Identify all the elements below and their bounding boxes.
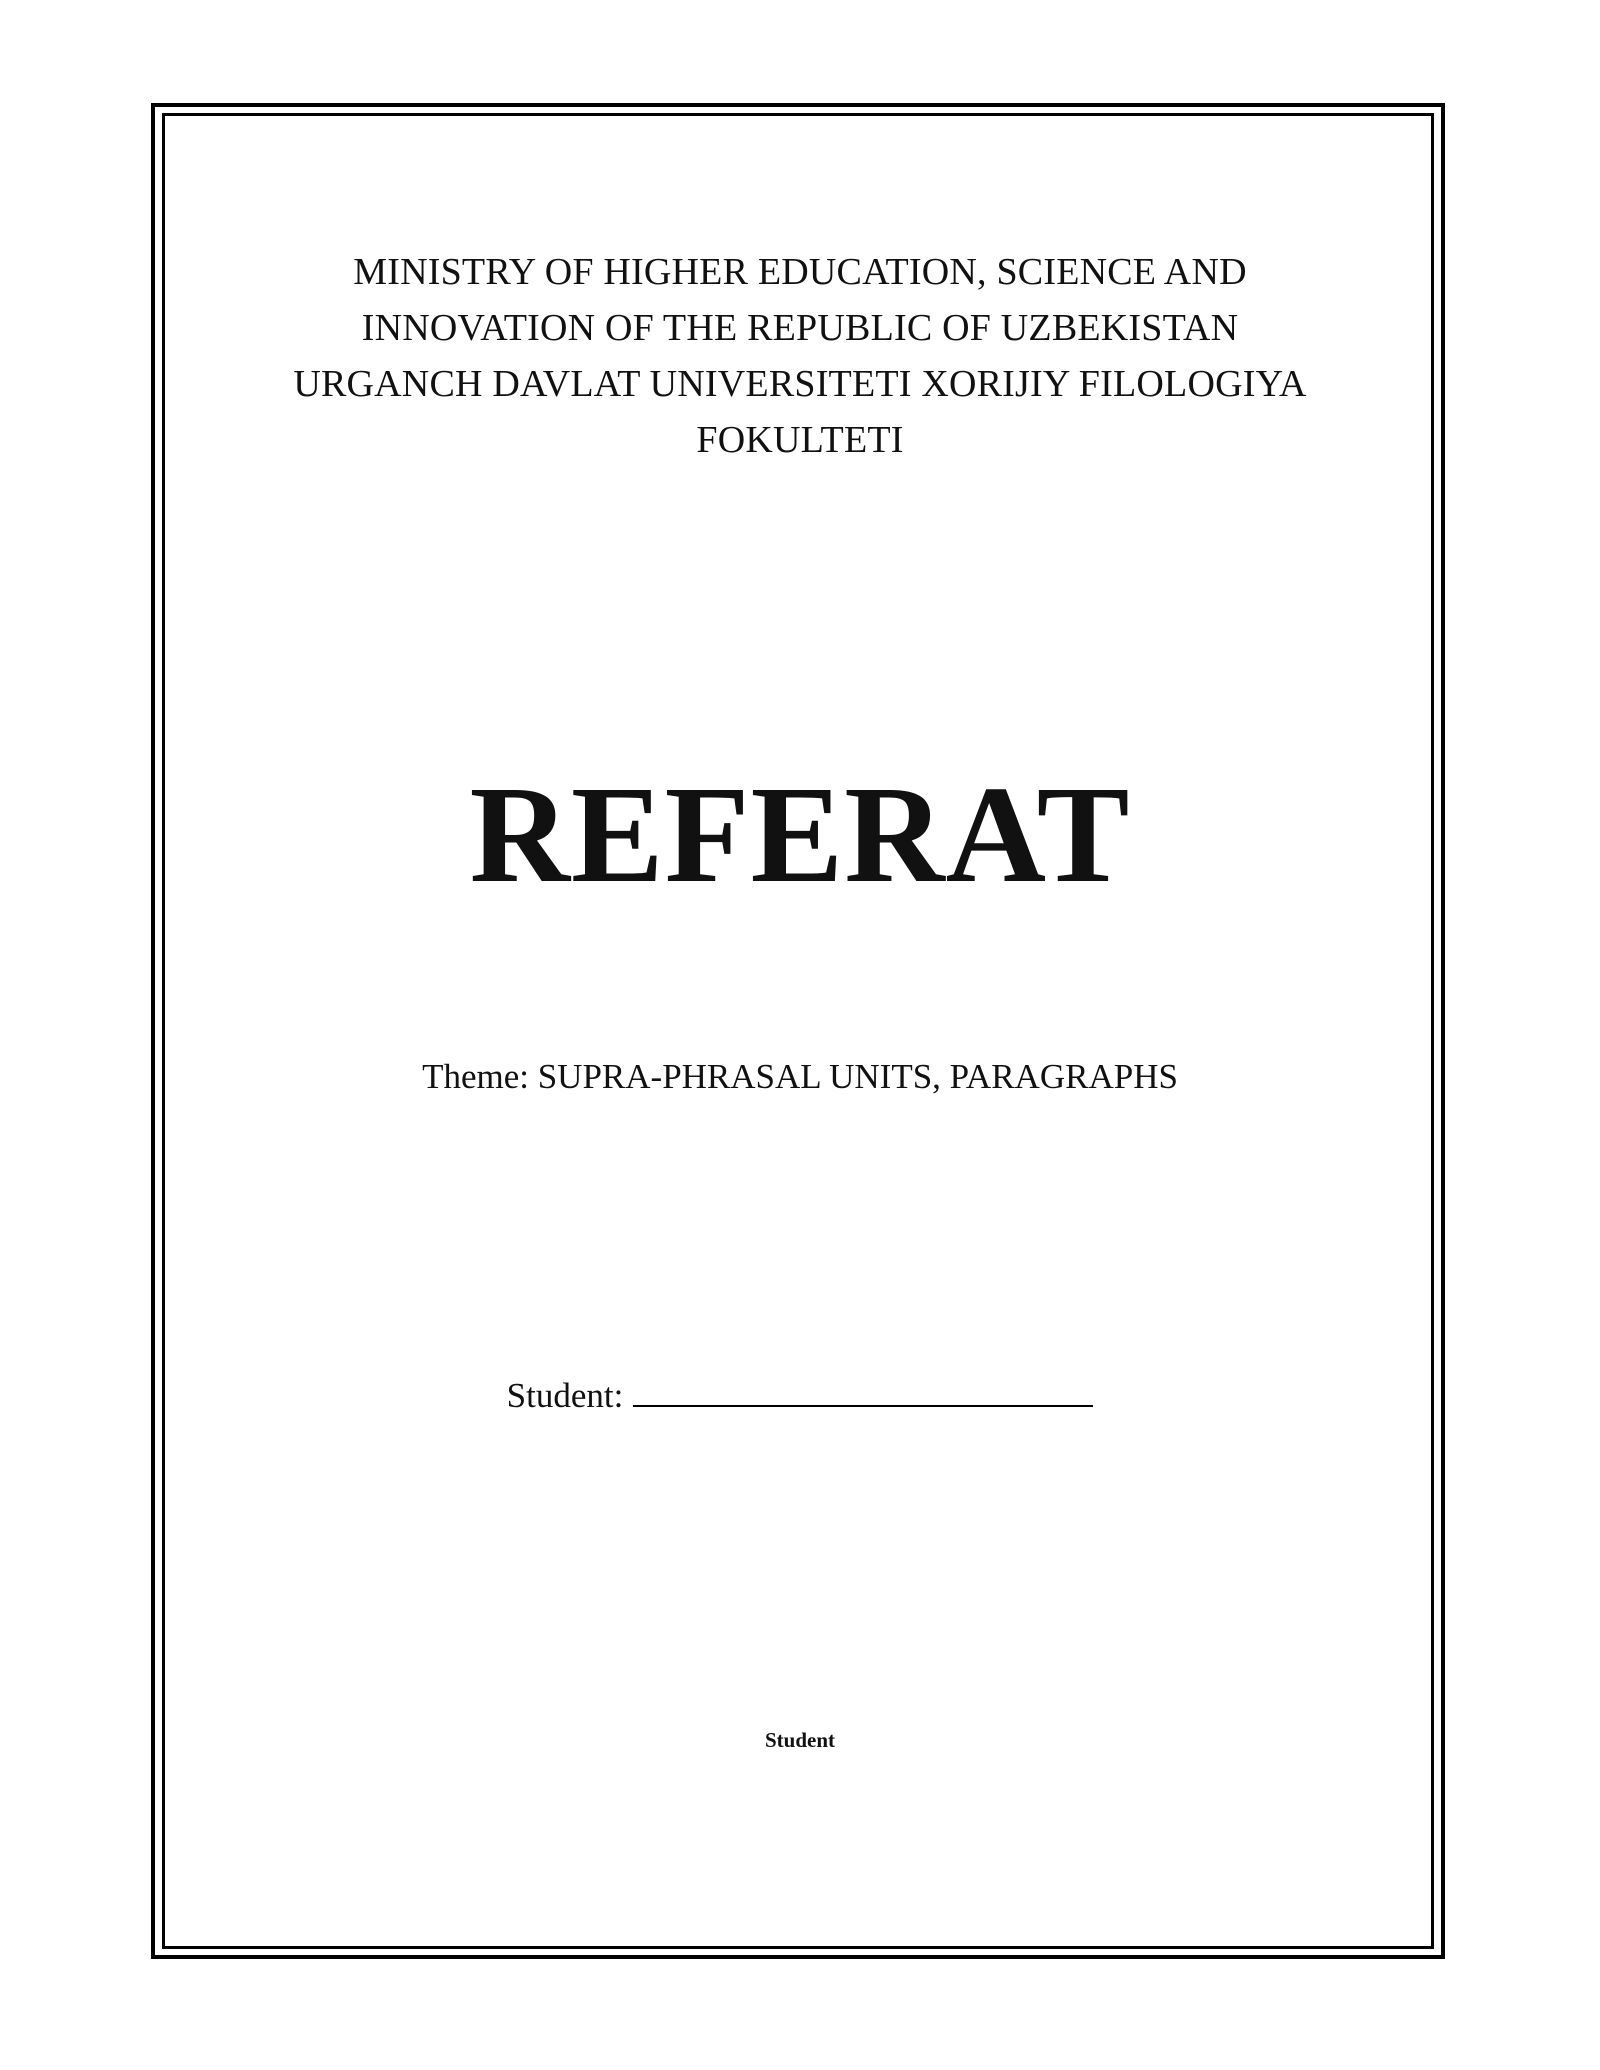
student-field: [200, 1371, 1400, 1420]
theme-line: Theme: SUPRA-PHRASAL UNITS, PARAGRAPHS: [422, 1057, 1178, 1096]
header-line: MINISTRY OF HIGHER EDUCATION, SCIENCE AND: [353, 251, 1247, 293]
header-line: INNOVATION OF THE REPUBLIC OF UZBEKISTAN: [361, 307, 1239, 349]
student-label: Student:: [506, 1376, 624, 1415]
header-line: FOKULTETI: [696, 419, 904, 461]
header-line: URGANCH DAVLAT UNIVERSITETI XORIJIY FILOLOGIYA: [293, 363, 1307, 405]
student-blank-line: [633, 1371, 1093, 1407]
institution-header: [200, 244, 1400, 468]
document-title: REFERAT: [469, 758, 1131, 912]
footer-student-label: Student: [764, 1728, 836, 1752]
